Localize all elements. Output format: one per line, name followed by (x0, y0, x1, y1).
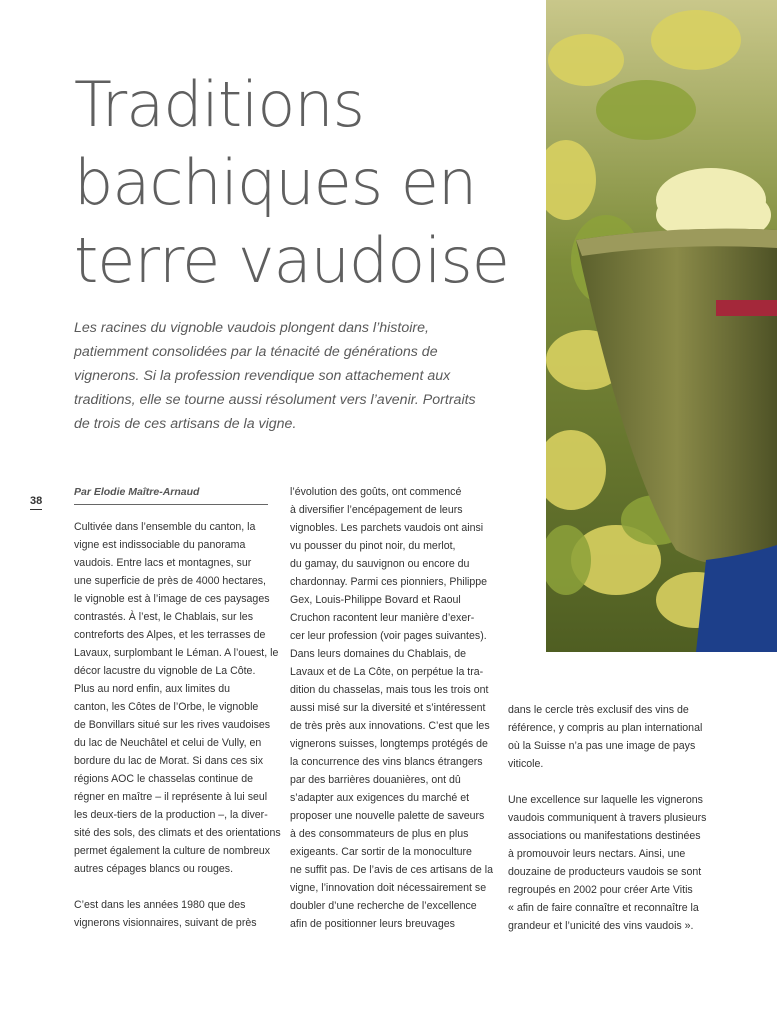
lead-line: patiemment consolidées par la ténacité de générations de (74, 344, 438, 360)
body-text-line: « afin de faire connaître et reconnaître la (508, 902, 699, 914)
body-text-line: contrastés. À l’est, le Chablais, sur les (74, 611, 253, 623)
title-line: bachiques en (74, 146, 477, 219)
body-text-line: les deux-tiers de la production –, la diver- (74, 809, 268, 821)
body-text-line: régner en maître – il représente à lui seul (74, 791, 268, 803)
lead-line: de trois de ces artisans de la vigne. (74, 416, 297, 432)
body-text-line: vignerons suisses, longtemps protégés de (290, 738, 488, 750)
lead-line: traditions, elle se tourne aussi résolument vers l’avenir. Portraits (74, 392, 476, 408)
body-text-line: l’évolution des goûts, ont commencé (290, 486, 462, 498)
body-text-line: vignobles. Les parchets vaudois ont ainsi (290, 522, 484, 534)
body-text-line (508, 773, 718, 791)
vineyard-grapes-photo (546, 0, 777, 652)
article-title (74, 66, 534, 300)
author-byline: Par Elodie Maître-Arnaud (74, 486, 268, 505)
body-text-line: Cultivée dans l’ensemble du canton, la (74, 521, 256, 533)
body-text-line: du lac de Neuchâtel et celui de Vully, en (74, 737, 262, 749)
body-text-line: Une excellence sur laquelle les vignerons (508, 794, 703, 806)
body-text-line: douzaine de producteurs vaudois se sont (508, 866, 702, 878)
body-text-line: viticole. (508, 758, 544, 770)
body-text-line: le vignoble est à l’image de ces paysages (74, 593, 270, 605)
body-text-line: sité des sols, des climats et des orientations (74, 827, 281, 839)
body-text-line: contreforts des Alpes, et les terrasses de (74, 629, 266, 641)
body-text-line: dition du chasselas, mais tous les trois ont (290, 684, 489, 696)
article-lead (74, 316, 494, 436)
body-text-line: Lavaux, surplombant le Léman. A l’ouest, le (74, 647, 279, 659)
body-text-line: à promouvoir leurs nectars. Ainsi, une (508, 848, 686, 860)
body-text-line: décor lacustre du vignoble de La Côte. (74, 665, 256, 677)
body-text-line: référence, y compris au plan international (508, 722, 703, 734)
body-text-line: Gex, Louis-Philippe Bovard et Raoul (290, 594, 461, 606)
body-text-line: Lavaux et de La Côte, on perpétue la tra- (290, 666, 484, 678)
body-text-line: par des barrières douanières, ont dû (290, 774, 461, 786)
body-text-line: ne suffit pas. De l’avis de ces artisans de la (290, 864, 493, 876)
title-line: Traditions (74, 68, 364, 141)
body-text-line: aussi misé sur la diversité et s’intéressent (290, 702, 486, 714)
body-text-line: C’est dans les années 1980 que des (74, 899, 246, 911)
body-text-line: régions AOC le chasselas continue de (74, 773, 254, 785)
title-line: terre vaudoise (74, 224, 509, 297)
body-text-line: autres cépages blancs ou rouges. (74, 863, 234, 875)
body-text-line: une superficie de près de 4000 hectares, (74, 575, 266, 587)
body-text-line: où la Suisse n’a pas une image de pays (508, 740, 696, 752)
body-text-line: Plus au nord enfin, aux limites du (74, 683, 231, 695)
body-text-line: associations ou manifestations destinées (508, 830, 701, 842)
body-text-line: vaudois communiquent à travers plusieurs (508, 812, 707, 824)
body-column-1 (74, 518, 281, 932)
body-text-line: vigne, l’innovation doit nécessairement se (290, 882, 487, 894)
body-text-line: regroupés en 2002 pour créer Arte Vitis (508, 884, 693, 896)
body-text-line: vignerons visionnaires, suivant de près (74, 917, 257, 929)
body-text-line: afin de positionner leurs breuvages (290, 918, 455, 930)
lead-line: vignerons. Si la profession revendique son attachement aux (74, 368, 451, 384)
body-text-line: vu pousser du pinot noir, du merlot, (290, 540, 456, 552)
body-text-line: grandeur et l’unicité des vins vaudois ». (508, 920, 694, 932)
body-text-line: à des consommateurs de plus en plus (290, 828, 469, 840)
body-text-line: du gamay, du sauvignon ou encore du (290, 558, 470, 570)
body-text-line: chardonnay. Parmi ces pionniers, Philippe (290, 576, 488, 588)
body-text-line: s’adapter aux exigences du marché et (290, 792, 470, 804)
body-column-2 (290, 483, 494, 933)
body-text-line: vaudois. Entre lacs et montagnes, sur (74, 557, 252, 569)
body-text-line (74, 878, 274, 896)
body-column-3 (508, 701, 718, 935)
body-text-line: permet également la culture de nombreux (74, 845, 271, 857)
body-text-line: cer leur profession (voir pages suivantes). (290, 630, 487, 642)
body-text-line: de Bonvillars situé sur les rives vaudoises (74, 719, 271, 731)
body-text-line: à diversifier l’encépagement de leurs (290, 504, 463, 516)
body-text-line: doubler d’une recherche de l’excellence (290, 900, 477, 912)
page-number: 38 (30, 495, 42, 510)
body-text-line: de très près aux innovations. C’est que les (290, 720, 490, 732)
body-text-line: vigne est indissociable du panorama (74, 539, 246, 551)
lead-line: Les racines du vignoble vaudois plongent dans l’histoire, (74, 320, 429, 336)
body-text-line: la concurrence des vins blancs étrangers (290, 756, 483, 768)
body-text-line: exigeants. Car sortir de la monoculture (290, 846, 472, 858)
body-text-line: proposer une nouvelle palette de saveurs (290, 810, 485, 822)
body-text-line: dans le cercle très exclusif des vins de (508, 704, 689, 716)
body-text-line: Dans leurs domaines du Chablais, de (290, 648, 467, 660)
body-text-line: bordure du lac de Morat. Si dans ces six (74, 755, 264, 767)
body-text-line: Cruchon racontent leur manière d’exer- (290, 612, 475, 624)
body-text-line: canton, les Côtes de l’Orbe, le vignoble (74, 701, 259, 713)
